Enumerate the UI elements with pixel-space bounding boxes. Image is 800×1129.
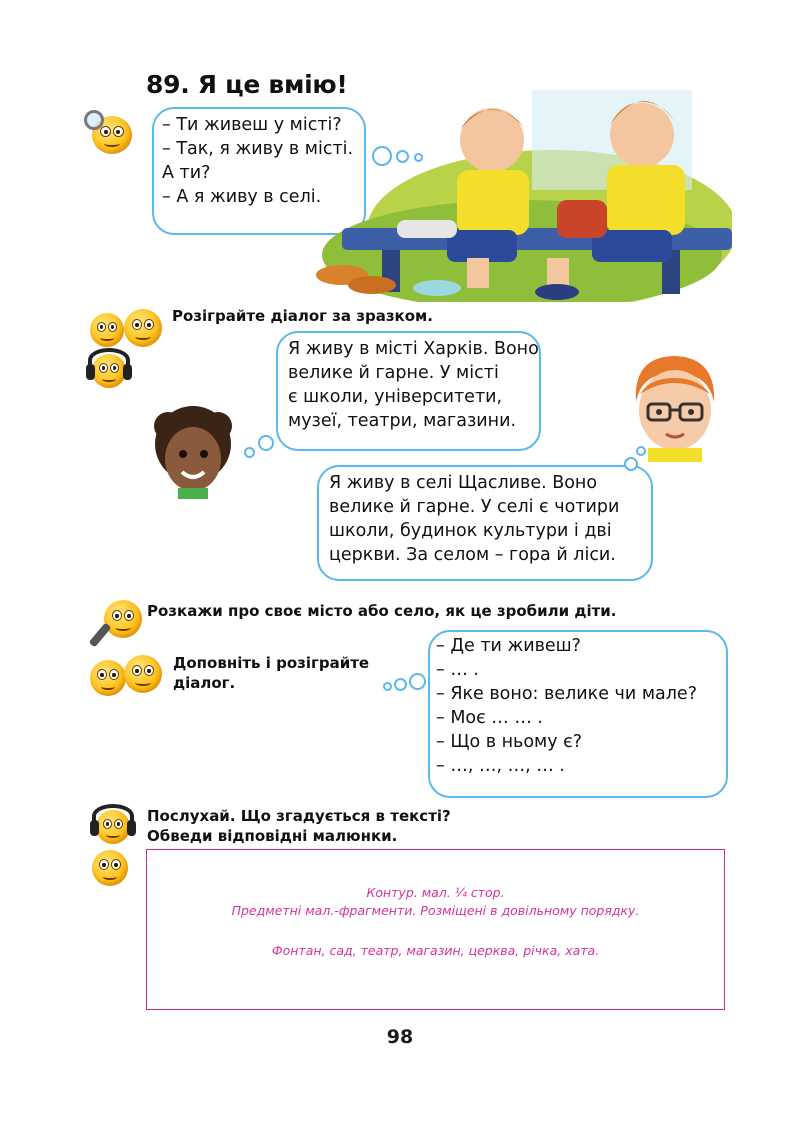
magnifier-icon <box>84 110 104 130</box>
instruction-line: Обведи відповідні малюнки. <box>147 827 398 845</box>
speech-bubble-village <box>317 465 653 581</box>
page-title: 89. Я це вмію! <box>146 70 348 99</box>
instruction-text: Розіграйте діалог за зразком. <box>172 307 433 325</box>
illustration-placeholder-box <box>146 849 725 1010</box>
bubble-line: музеї, театри, магазини. <box>288 411 517 431</box>
speech-bubble-city <box>276 331 541 451</box>
dialog-line: – Що в ньому є? <box>436 732 583 752</box>
dialog-line: – Моє … … . <box>436 708 543 728</box>
emoji-icon <box>90 660 126 696</box>
placeholder-note: Контур. мал. ¼ стор. <box>366 885 505 900</box>
bubble-line: церкви. За селом – гора й ліси. <box>329 545 616 565</box>
emoji-icon <box>90 313 124 347</box>
bubble-line: Я живу в селі Щасливе. Воно <box>329 473 598 493</box>
instruction-line: Послухай. Що згадується в тексті? <box>147 807 451 825</box>
dialog-line: – …, …, …, … . <box>436 756 565 776</box>
emoji-icon <box>124 309 162 347</box>
instruction-line: Доповніть і розіграйте <box>173 654 370 672</box>
dialog-line: – … . <box>436 660 479 680</box>
bubble-line: є школи, університети, <box>288 387 503 407</box>
speaking-emoji-icon <box>104 600 142 638</box>
dialog-line: – Так, я живу в місті. <box>162 139 354 159</box>
bubble-line: велике й гарне. У місті <box>288 363 499 383</box>
instruction-line: діалог. <box>173 674 236 692</box>
thinking-emoji-icon <box>92 850 128 886</box>
microphone-icon <box>89 622 112 647</box>
dialog-line: – А я живу в селі. <box>162 187 322 207</box>
dialog-line: – Ти живеш у місті? <box>162 115 342 135</box>
dialog-line: А ти? <box>162 163 211 183</box>
fill-in-dialog-bubble <box>428 630 728 798</box>
dialog-line: – Де ти живеш? <box>436 636 581 656</box>
bubble-line: школи, будинок культури і дві <box>329 521 612 541</box>
instruction-text <box>147 806 451 846</box>
girl-portrait-illustration <box>148 404 238 499</box>
instruction-text <box>173 653 369 693</box>
placeholder-note: Предметні мал.-фрагменти. Розміщені в довільному порядку. <box>231 903 640 918</box>
bubble-line: велике й гарне. У селі є чотири <box>329 497 620 517</box>
emoji-icon <box>124 655 162 693</box>
bubble-line: Я живу в місті Харків. Воно <box>288 339 539 359</box>
boys-on-bench-illustration <box>262 80 732 302</box>
dialog-line: – Яке воно: велике чи мале? <box>436 684 697 704</box>
placeholder-note: Фонтан, сад, театр, магазин, церква, річка, хата. <box>271 943 600 958</box>
instruction-text: Розкажи про своє місто або село, як це зробили діти. <box>147 602 617 620</box>
page-number: 98 <box>386 1026 414 1048</box>
